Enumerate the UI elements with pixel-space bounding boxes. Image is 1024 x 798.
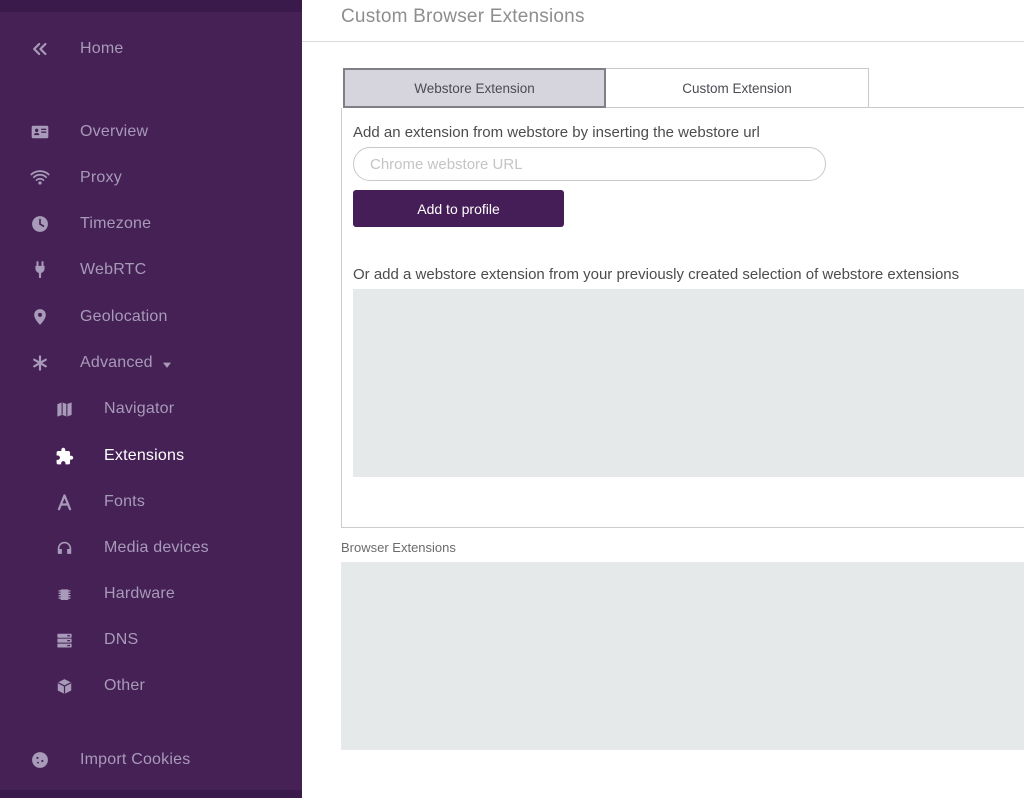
webstore-or-instruction-text: Or add a webstore extension from your previously created selection of webstore extensions	[353, 266, 960, 283]
sidebar-item-timezone[interactable]	[0, 211, 302, 237]
tab-custom-extension[interactable]: Custom Extension	[606, 68, 869, 108]
sidebar-item-advanced[interactable]	[0, 350, 302, 376]
wifi-icon	[30, 168, 50, 188]
chevron-down-icon	[160, 358, 174, 370]
sidebar-item-geolocation[interactable]	[0, 304, 302, 330]
sidebar-item-label: Extensions	[104, 447, 185, 464]
sidebar-bottom-band	[0, 790, 302, 798]
sidebar-item-media-devices[interactable]	[0, 535, 302, 561]
headphones-icon	[55, 539, 74, 558]
sidebar-item-label: WebRTC	[80, 261, 147, 278]
sidebar-item-label: Navigator	[104, 400, 175, 417]
plug-icon	[30, 260, 50, 280]
sidebar-item-label: Import Cookies	[80, 751, 191, 768]
sidebar-item-label: Overview	[80, 123, 149, 140]
location-pin-icon	[30, 307, 50, 327]
browser-extensions-label: Browser Extensions	[341, 540, 456, 555]
sidebar-item-webrtc[interactable]	[0, 257, 302, 283]
title-divider	[302, 41, 1024, 42]
sidebar-item-dns[interactable]	[0, 627, 302, 653]
tab-bar	[343, 68, 869, 108]
sidebar-item-label: Fonts	[104, 493, 146, 510]
letter-a-icon	[55, 493, 74, 512]
asterisk-icon	[30, 353, 50, 373]
sidebar-item-label: Advanced	[80, 354, 153, 371]
puzzle-icon	[55, 447, 74, 466]
sidebar-item-label: Hardware	[104, 585, 175, 602]
sidebar-item-proxy[interactable]	[0, 165, 302, 191]
webstore-extension-selection-list	[353, 289, 1024, 477]
server-icon	[55, 631, 74, 650]
chip-icon	[55, 585, 74, 604]
sidebar-item-label: Media devices	[104, 539, 209, 556]
main-content	[302, 0, 1024, 798]
sidebar-item-navigator[interactable]	[0, 396, 302, 422]
cookie-icon	[30, 750, 50, 770]
page-title: Custom Browser Extensions	[341, 6, 585, 27]
sidebar-item-label: Proxy	[80, 169, 122, 186]
cube-icon	[55, 677, 74, 696]
browser-extensions-list	[341, 562, 1024, 750]
sidebar-item-label: Geolocation	[80, 308, 168, 325]
sidebar-item-import-cookies[interactable]	[0, 747, 302, 773]
contact-card-icon	[30, 122, 50, 142]
sidebar-item-other[interactable]	[0, 673, 302, 699]
webstore-instruction-text: Add an extension from webstore by inserting the webstore url	[353, 124, 760, 141]
tab-webstore-extension[interactable]: Webstore Extension	[343, 68, 606, 108]
clock-icon	[30, 214, 50, 234]
webstore-url-input[interactable]	[353, 147, 826, 181]
sidebar-item-label: Other	[104, 677, 146, 694]
sidebar-top-band	[0, 0, 302, 12]
sidebar-item-hardware[interactable]	[0, 581, 302, 607]
sidebar-item-label: DNS	[104, 631, 139, 648]
sidebar-item-fonts[interactable]	[0, 489, 302, 515]
webstore-extension-panel	[341, 108, 1024, 528]
sidebar-item-label: Timezone	[80, 215, 152, 232]
sidebar-item-extensions[interactable]	[0, 443, 302, 469]
sidebar-item-overview[interactable]	[0, 119, 302, 145]
sidebar-item-home[interactable]	[0, 36, 302, 62]
add-to-profile-button[interactable]: Add to profile	[353, 190, 564, 227]
sidebar	[0, 0, 302, 798]
map-icon	[55, 400, 74, 419]
sidebar-item-label: Home	[80, 40, 124, 57]
chevron-double-left-icon	[30, 39, 50, 59]
